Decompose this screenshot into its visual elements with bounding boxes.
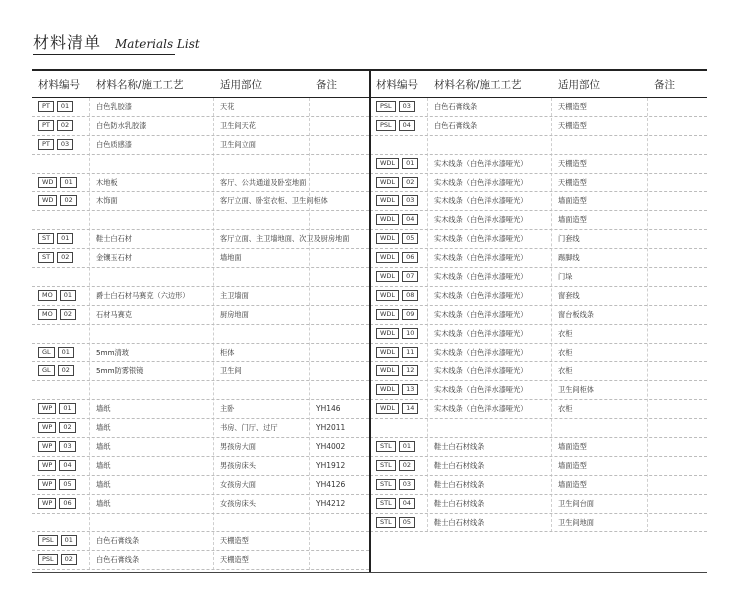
material-name: 实木线条（白色洋水漆哑光） (434, 253, 528, 263)
table-row (370, 287, 707, 306)
code-prefix: WP (38, 479, 56, 490)
material-code (38, 498, 76, 509)
location: 女孩房大面 (220, 479, 256, 489)
code-prefix: WD (38, 177, 57, 188)
table-row (32, 514, 369, 533)
code-number: 04 (59, 460, 75, 471)
table-row (32, 230, 369, 249)
location: 门套线 (558, 234, 580, 244)
code-number: 13 (402, 384, 418, 395)
code-prefix: WDL (376, 195, 399, 206)
title-underline (33, 54, 175, 55)
code-number: 11 (402, 347, 418, 358)
code-number: 03 (57, 139, 73, 150)
code-prefix: WDL (376, 158, 399, 169)
code-number: 03 (399, 101, 415, 112)
material-name: 鞋士白石材线条 (434, 479, 485, 489)
code-number: 01 (399, 441, 415, 452)
materials-table-left (32, 69, 369, 570)
table-row (370, 514, 707, 533)
code-prefix: STL (376, 498, 396, 509)
table-row (32, 174, 369, 193)
code-prefix: PSL (376, 101, 396, 112)
material-name: 墙纸 (96, 479, 111, 489)
code-number: 02 (60, 195, 76, 206)
code-number: 07 (402, 271, 418, 282)
code-number: 05 (402, 233, 418, 244)
material-code (376, 384, 418, 395)
material-name: 实木线条（白色洋水漆哑光） (434, 234, 528, 244)
table-row (32, 495, 369, 514)
code-number: 01 (57, 233, 73, 244)
header-code: 材料编号 (376, 79, 418, 91)
material-code (376, 120, 415, 131)
material-name: 墙纸 (96, 423, 111, 433)
location: 厨房地面 (220, 309, 249, 319)
code-number: 01 (57, 101, 73, 112)
table-row (32, 211, 369, 230)
code-number: 01 (402, 158, 418, 169)
code-prefix: WDL (376, 347, 399, 358)
location: 主卫墙面 (220, 290, 249, 300)
table-body (32, 98, 369, 570)
material-name: 白色乳胶漆 (96, 102, 132, 111)
code-number: 02 (59, 422, 75, 433)
material-code (376, 309, 418, 320)
code-prefix: ST (38, 233, 54, 244)
location: 客厅立面、卧室衣柜、卫生间柜体 (220, 196, 328, 206)
code-prefix: PSL (376, 120, 396, 131)
table-row (32, 551, 369, 570)
material-name: 鞋士白石材线条 (434, 460, 485, 470)
code-number: 02 (57, 252, 73, 263)
table-row (370, 117, 707, 136)
code-number: 02 (57, 120, 73, 131)
material-name: 实木线条（白色洋水漆哑光） (434, 196, 528, 206)
table-row (370, 268, 707, 287)
table-row (32, 98, 369, 117)
code-prefix: STL (376, 441, 396, 452)
material-code (38, 554, 77, 565)
material-name: 墙纸 (96, 442, 111, 452)
location: 衣柜 (558, 404, 573, 414)
table-row (370, 419, 707, 438)
location: 墙面造型 (558, 196, 587, 206)
material-code (376, 214, 418, 225)
table-row (370, 136, 707, 155)
table-row (370, 457, 707, 476)
location: 卫生间柜体 (558, 385, 594, 395)
code-number: 01 (59, 403, 75, 414)
material-code (376, 328, 418, 339)
location: 衣柜 (558, 328, 573, 338)
material-code (38, 365, 74, 376)
table-row (32, 306, 369, 325)
material-name: 鞋士白石材线条 (434, 442, 485, 452)
material-name: 实木线条（白色洋水漆哑光） (434, 177, 528, 187)
header-location: 适用部位 (220, 79, 262, 91)
material-name: 实木线条（白色洋水漆哑光） (434, 215, 528, 225)
code-prefix: WDL (376, 177, 399, 188)
header-note: 备注 (654, 79, 675, 91)
code-prefix: WP (38, 441, 56, 452)
code-prefix: PSL (38, 535, 58, 546)
location: 柜体 (220, 347, 235, 357)
table-row (32, 136, 369, 155)
table-row (370, 344, 707, 363)
code-prefix: PT (38, 139, 54, 150)
material-name: 白色石膏线条 (434, 102, 478, 111)
material-code (38, 460, 76, 471)
material-name: 5mm防雾银镜 (96, 366, 144, 376)
code-number: 03 (402, 195, 418, 206)
location: 衣柜 (558, 366, 573, 376)
code-number: 04 (399, 498, 415, 509)
material-code (38, 535, 77, 546)
table-row (370, 438, 707, 457)
code-prefix: WP (38, 422, 56, 433)
header-name: 材料名称/施工工艺 (96, 79, 184, 91)
table-body (370, 98, 707, 532)
location: 墙地面 (220, 253, 242, 263)
material-code (38, 347, 74, 358)
code-prefix: WDL (376, 403, 399, 414)
material-code (38, 101, 73, 112)
table-row (32, 249, 369, 268)
material-code (38, 441, 76, 452)
table-row (32, 362, 369, 381)
code-prefix: ST (38, 252, 54, 263)
location: 墙面造型 (558, 479, 587, 489)
material-name: 白色防水乳胶漆 (96, 120, 147, 130)
material-name: 墙纸 (96, 498, 111, 508)
material-code (38, 422, 76, 433)
material-name: 实木线条（白色洋水漆哑光） (434, 328, 528, 338)
note: YH4212 (316, 498, 346, 508)
material-code (38, 177, 77, 188)
material-code (376, 441, 415, 452)
table-header (370, 69, 707, 98)
table-row (32, 400, 369, 419)
table-row (370, 325, 707, 344)
note: YH4126 (316, 479, 346, 489)
header-code: 材料编号 (38, 79, 80, 91)
material-code (376, 479, 415, 490)
location: 天棚造型 (220, 536, 249, 546)
code-number: 04 (402, 214, 418, 225)
code-prefix: WP (38, 403, 56, 414)
code-prefix: STL (376, 479, 396, 490)
location: 卫生间地面 (558, 517, 594, 527)
code-number: 02 (399, 460, 415, 471)
material-code (38, 403, 76, 414)
code-number: 01 (58, 347, 74, 358)
material-name: 实木线条（白色洋水漆哑光） (434, 158, 528, 168)
code-number: 14 (402, 403, 418, 414)
material-code (38, 479, 76, 490)
material-code (376, 271, 418, 282)
material-code (376, 517, 415, 528)
code-number: 02 (60, 309, 76, 320)
location: 窗台板线条 (558, 309, 594, 319)
material-name: 木饰面 (96, 196, 118, 206)
material-code (376, 403, 418, 414)
code-number: 06 (402, 252, 418, 263)
table-row (32, 381, 369, 400)
material-code (38, 252, 73, 263)
code-number: 02 (61, 554, 77, 565)
code-prefix: WP (38, 498, 56, 509)
location: 衣柜 (558, 347, 573, 357)
table-row (32, 476, 369, 495)
table-row (370, 192, 707, 211)
material-code (376, 101, 415, 112)
location: 主卧 (220, 404, 235, 414)
material-code (376, 347, 418, 358)
table-row (370, 362, 707, 381)
material-code (376, 365, 418, 376)
code-prefix: PT (38, 101, 54, 112)
location: 书房、门厅、过厅 (220, 423, 278, 433)
code-prefix: WDL (376, 252, 399, 263)
title-en: Materials List (115, 37, 200, 51)
bottom-rule (32, 572, 707, 573)
material-code (376, 195, 418, 206)
table-divider (369, 69, 371, 572)
code-prefix: PSL (38, 554, 58, 565)
code-number: 04 (399, 120, 415, 131)
header-name: 材料名称/施工工艺 (434, 79, 522, 91)
code-number: 02 (402, 177, 418, 188)
table-row (32, 438, 369, 457)
location: 客厅立面、主卫墙地面、次卫及厨房地面 (220, 234, 350, 244)
note: YH2011 (316, 423, 346, 433)
code-prefix: MO (38, 290, 57, 301)
material-name: 墙纸 (96, 404, 111, 414)
material-name: 木地板 (96, 177, 118, 187)
material-name: 实木线条（白色洋水漆哑光） (434, 404, 528, 414)
material-code (376, 177, 418, 188)
material-code (376, 290, 418, 301)
code-number: 10 (402, 328, 418, 339)
material-name: 实木线条（白色洋水漆哑光） (434, 347, 528, 357)
material-code (38, 290, 76, 301)
location: 男孩房大面 (220, 442, 256, 452)
location: 卫生间台面 (558, 498, 594, 508)
table-row (32, 457, 369, 476)
table-row (32, 192, 369, 211)
code-prefix: WDL (376, 384, 399, 395)
table-row (370, 174, 707, 193)
code-number: 05 (399, 517, 415, 528)
code-number: 02 (58, 365, 74, 376)
code-number: 01 (60, 177, 76, 188)
location: 天棚造型 (558, 177, 587, 187)
table-row (370, 400, 707, 419)
location: 天花 (220, 102, 235, 111)
material-code (376, 498, 415, 509)
table-row (370, 211, 707, 230)
table-row (370, 306, 707, 325)
material-name: 白色石膏线条 (96, 536, 140, 546)
table-row (370, 230, 707, 249)
material-name: 实木线条（白色洋水漆哑光） (434, 366, 528, 376)
code-prefix: WDL (376, 365, 399, 376)
code-prefix: PT (38, 120, 54, 131)
material-name: 鞋士白石材 (96, 234, 132, 244)
note: YH4002 (316, 442, 346, 452)
table-row (32, 344, 369, 363)
location: 窗套线 (558, 290, 580, 300)
material-name: 实木线条（白色洋水漆哑光） (434, 272, 528, 282)
code-prefix: WP (38, 460, 56, 471)
location: 女孩房床头 (220, 498, 256, 508)
page-title (33, 30, 200, 53)
material-code (376, 252, 418, 263)
location: 天棚造型 (558, 158, 587, 168)
code-number: 05 (59, 479, 75, 490)
code-number: 12 (402, 365, 418, 376)
material-name: 爵士白石材马赛克（六边形） (96, 290, 190, 300)
location: 卫生间 (220, 366, 242, 376)
location: 客厅、公共通道及卧室地面 (220, 177, 307, 187)
code-number: 01 (60, 290, 76, 301)
code-number: 08 (402, 290, 418, 301)
materials-table-right (370, 69, 707, 532)
code-prefix: WDL (376, 290, 399, 301)
code-prefix: WDL (376, 309, 399, 320)
table-row (32, 532, 369, 551)
material-name: 白色石膏线条 (434, 120, 478, 130)
table-row (370, 249, 707, 268)
code-prefix: WDL (376, 328, 399, 339)
code-prefix: WDL (376, 233, 399, 244)
material-code (38, 195, 77, 206)
table-row (370, 476, 707, 495)
code-prefix: GL (38, 365, 55, 376)
location: 卫生间天花 (220, 120, 256, 130)
code-prefix: WDL (376, 271, 399, 282)
code-prefix: MO (38, 309, 57, 320)
table-row (32, 155, 369, 174)
location: 天棚造型 (558, 120, 587, 130)
material-name: 白色石膏线条 (96, 555, 140, 565)
material-name: 实木线条（白色洋水漆哑光） (434, 290, 528, 300)
material-name: 鞋士白石材线条 (434, 498, 485, 508)
code-number: 06 (59, 498, 75, 509)
material-code (38, 120, 73, 131)
table-row (32, 268, 369, 287)
table-row (370, 155, 707, 174)
code-number: 09 (402, 309, 418, 320)
table-row (370, 98, 707, 117)
code-number: 03 (399, 479, 415, 490)
location: 踢脚线 (558, 253, 580, 263)
material-name: 鞋士白石材线条 (434, 517, 485, 527)
table-header (32, 69, 369, 98)
header-location: 适用部位 (558, 79, 600, 91)
table-row (32, 325, 369, 344)
code-number: 03 (59, 441, 75, 452)
location: 男孩房床头 (220, 460, 256, 470)
location: 天棚造型 (558, 102, 587, 111)
code-prefix: WDL (376, 214, 399, 225)
note: YH1912 (316, 460, 346, 470)
material-name: 实木线条（白色洋水漆哑光） (434, 309, 528, 319)
header-note: 备注 (316, 79, 337, 91)
material-code (376, 460, 415, 471)
material-code (376, 158, 418, 169)
material-name: 实木线条（白色洋水漆哑光） (434, 385, 528, 395)
table-row (32, 287, 369, 306)
material-code (38, 139, 73, 150)
table-row (32, 419, 369, 438)
table-row (370, 495, 707, 514)
table-row (370, 381, 707, 400)
location: 墙面造型 (558, 215, 587, 225)
location: 门垛 (558, 272, 573, 282)
note: YH146 (316, 404, 341, 414)
location: 卫生间立面 (220, 139, 256, 149)
code-prefix: GL (38, 347, 55, 358)
material-name: 墙纸 (96, 460, 111, 470)
code-prefix: STL (376, 460, 396, 471)
code-number: 01 (61, 535, 77, 546)
material-name: 5mm清玻 (96, 347, 129, 357)
code-prefix: WD (38, 195, 57, 206)
material-name: 石材马赛克 (96, 309, 132, 319)
material-code (38, 309, 76, 320)
table-row (32, 117, 369, 136)
location: 墙面造型 (558, 442, 587, 452)
material-name: 白色质感漆 (96, 139, 132, 149)
material-code (376, 233, 418, 244)
code-prefix: STL (376, 517, 396, 528)
location: 天棚造型 (220, 555, 249, 565)
material-name: 金镶玉石材 (96, 253, 132, 263)
title-zh: 材料清单 (33, 33, 102, 52)
material-code (38, 233, 73, 244)
location: 墙面造型 (558, 460, 587, 470)
